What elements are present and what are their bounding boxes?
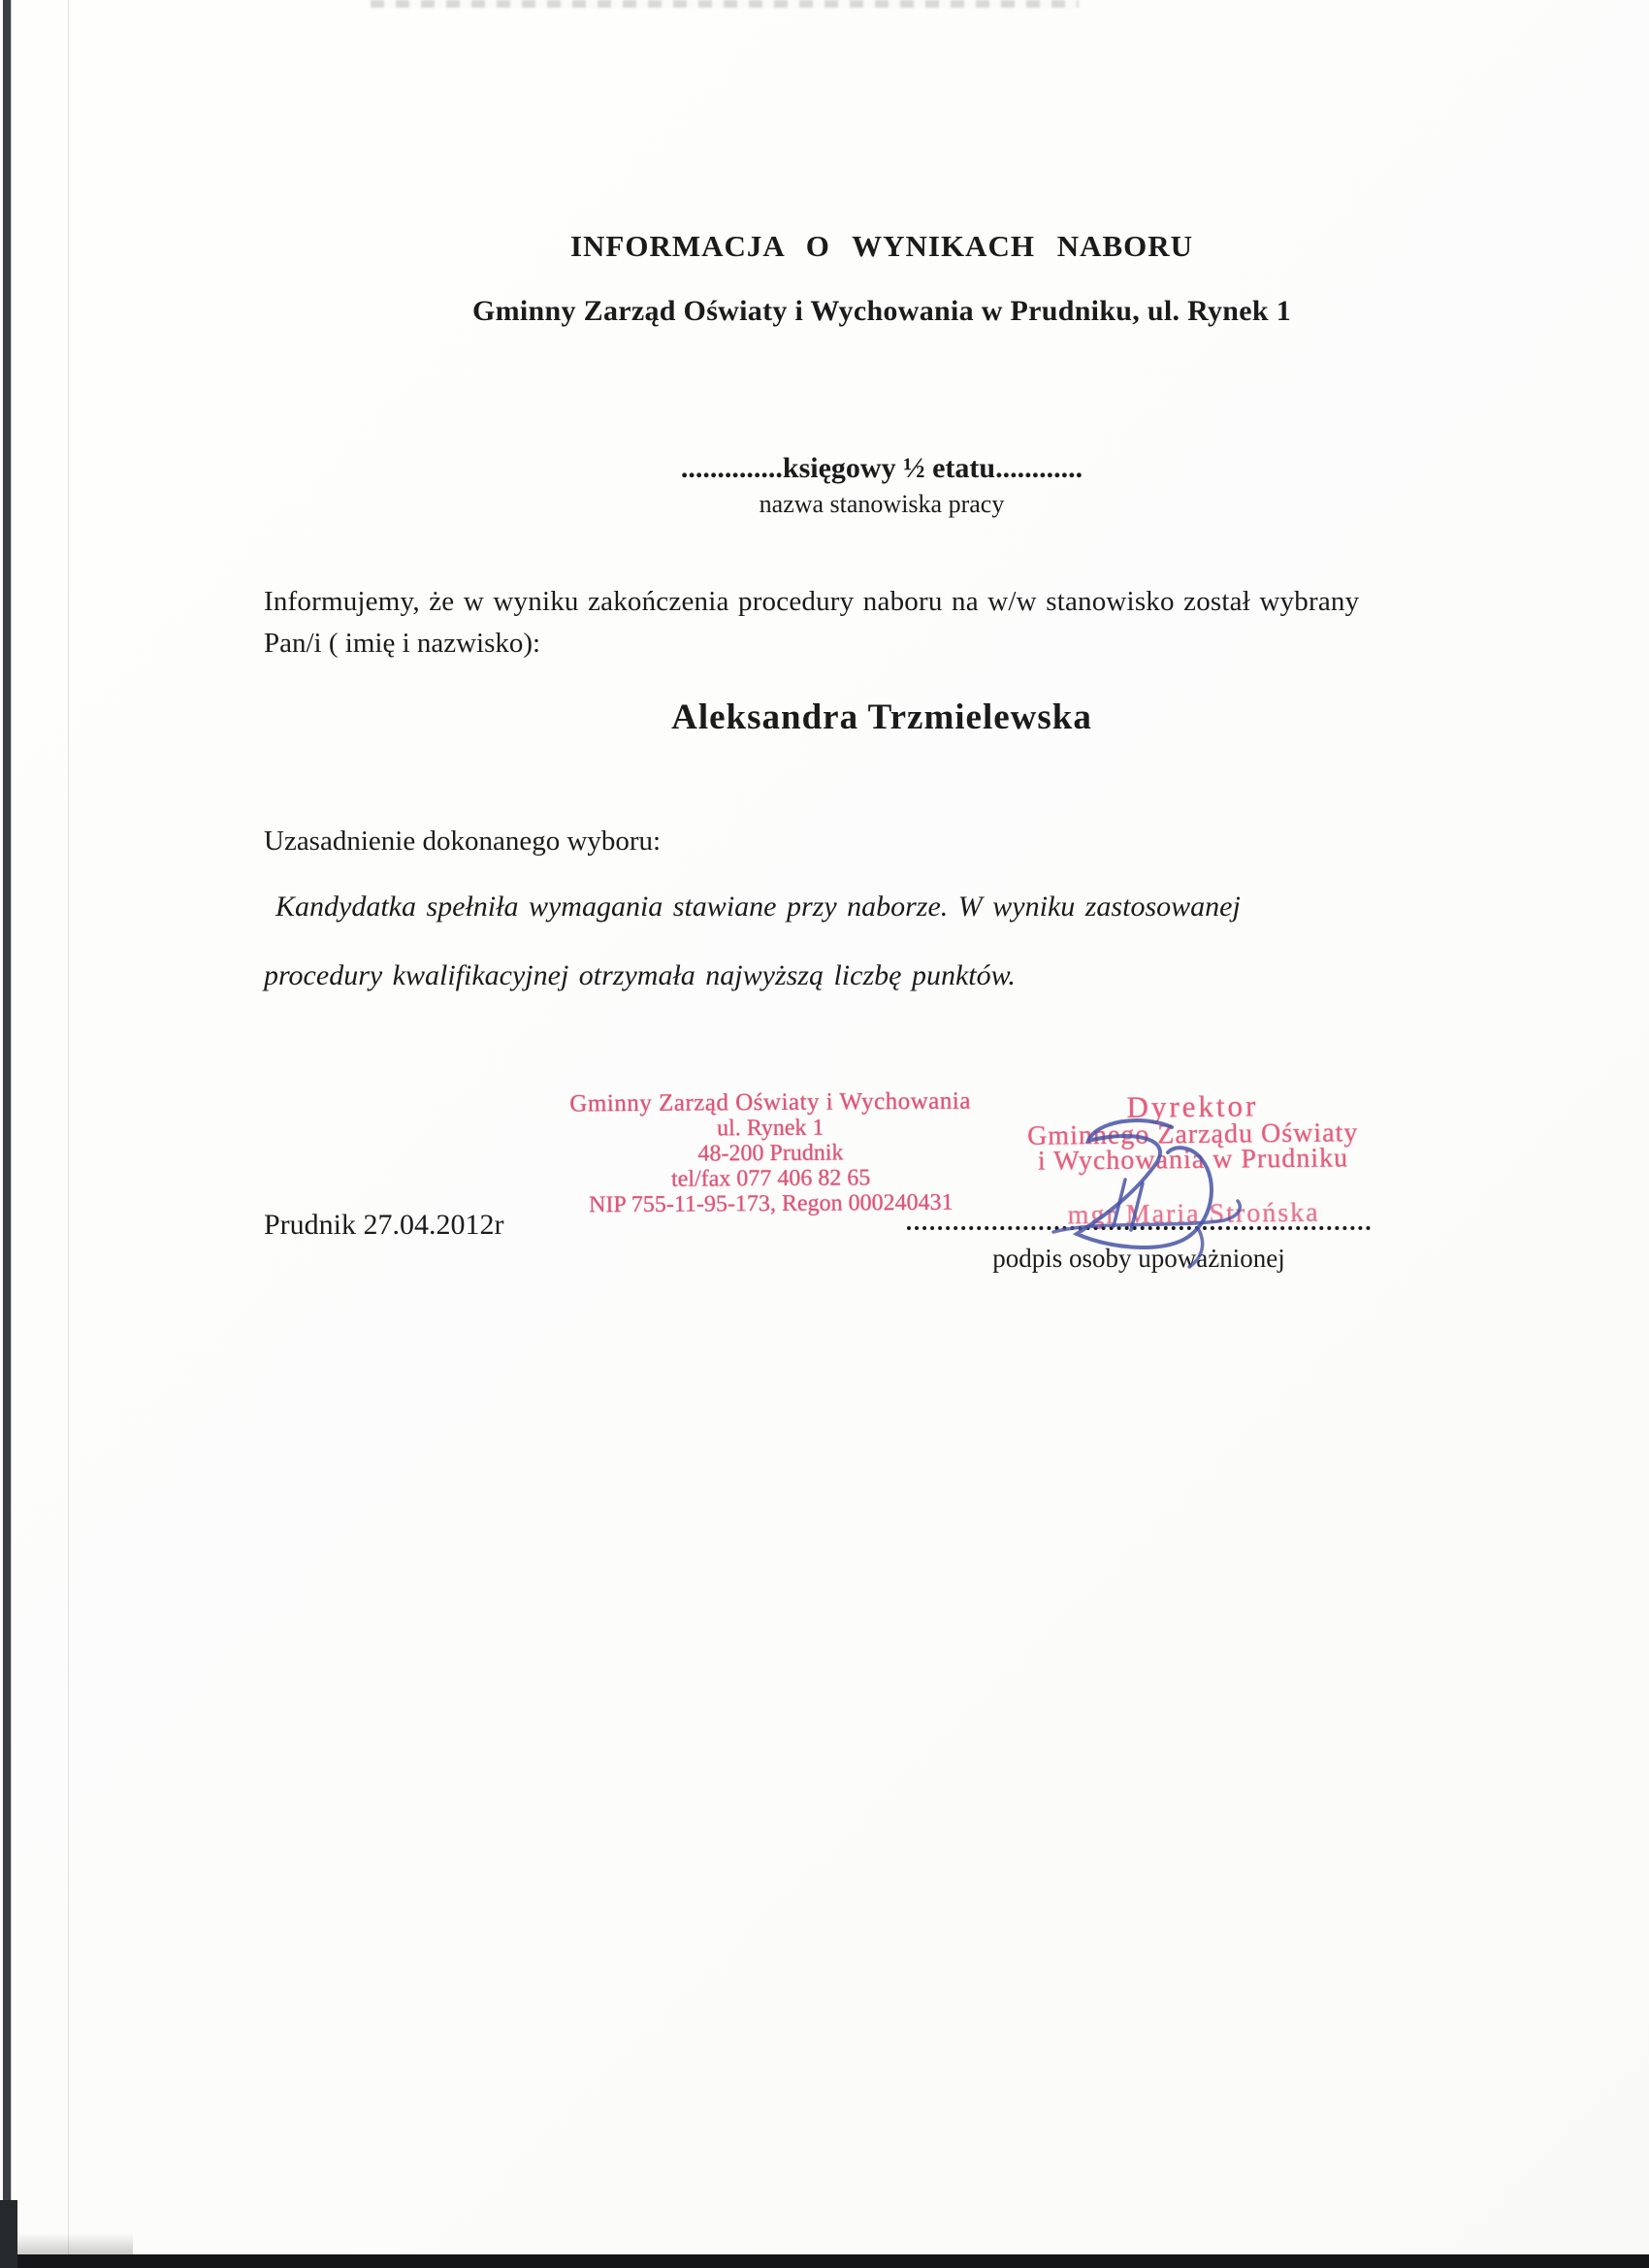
director-stamp-line2: i Wychowania w Prudniku <box>1037 1143 1349 1177</box>
office-stamp-nip-regon: NIP 755-11-95-173, Regon 000240431 <box>589 1189 954 1218</box>
intro-paragraph-line2: Pan/i ( imię i nazwisko): <box>264 628 541 659</box>
scan-edge-left <box>0 0 12 2268</box>
handwritten-signature-icon <box>1028 1112 1271 1306</box>
position-name-line: ..............księgowy ½ etatu............ <box>680 452 1083 484</box>
office-stamp-name: Gminny Zarząd Oświaty i Wychowania <box>569 1087 971 1118</box>
justification-line1: Kandydatka spełniła wymagania stawiane przy naborze. W wyniku zastosowanej <box>275 891 1241 923</box>
director-stamp-line1: Gminnego Zarządu Oświaty <box>1026 1118 1359 1151</box>
place-and-date: Prudnik 27.04.2012r <box>264 1209 504 1241</box>
scan-corner-dark <box>0 2200 17 2268</box>
scan-edge-bottom <box>0 2254 1649 2268</box>
office-stamp-phone: tel/fax 077 406 82 65 <box>670 1165 871 1192</box>
intro-paragraph-line1: Informujemy, że w wyniku zakończenia procedury naboru na w/w stanowisko został wybrany <box>264 586 1360 617</box>
document-subtitle: Gminny Zarząd Oświaty i Wychowania w Prudniku, ul. Rynek 1 <box>472 295 1291 327</box>
position-caption: nazwa stanowiska pracy <box>759 490 1005 518</box>
document-title: INFORMACJA O WYNIKACH NABORU <box>569 229 1194 263</box>
scan-artifact-top-band <box>371 0 1079 8</box>
justification-label: Uzasadnienie dokonanego wyboru: <box>264 826 662 857</box>
signature-caption: podpis osoby upoważnionej <box>992 1244 1285 1273</box>
director-stamp-name: mgr Maria Strońska <box>1067 1197 1320 1231</box>
justification-line2: procedury kwalifikacyjnej otrzymała najwyższą liczbę punktów. <box>264 959 1016 991</box>
selected-candidate-name: Aleksandra Trzmielewska <box>671 697 1092 737</box>
scan-artifact-vertical-line <box>68 0 69 2255</box>
office-stamp-street: ul. Rynek 1 <box>717 1115 824 1142</box>
office-stamp-city: 48-200 Prudnik <box>697 1140 844 1167</box>
director-stamp-title: Dyrektor <box>1126 1088 1259 1124</box>
office-address-stamp <box>569 1089 973 1218</box>
document-paper <box>12 0 1649 2255</box>
